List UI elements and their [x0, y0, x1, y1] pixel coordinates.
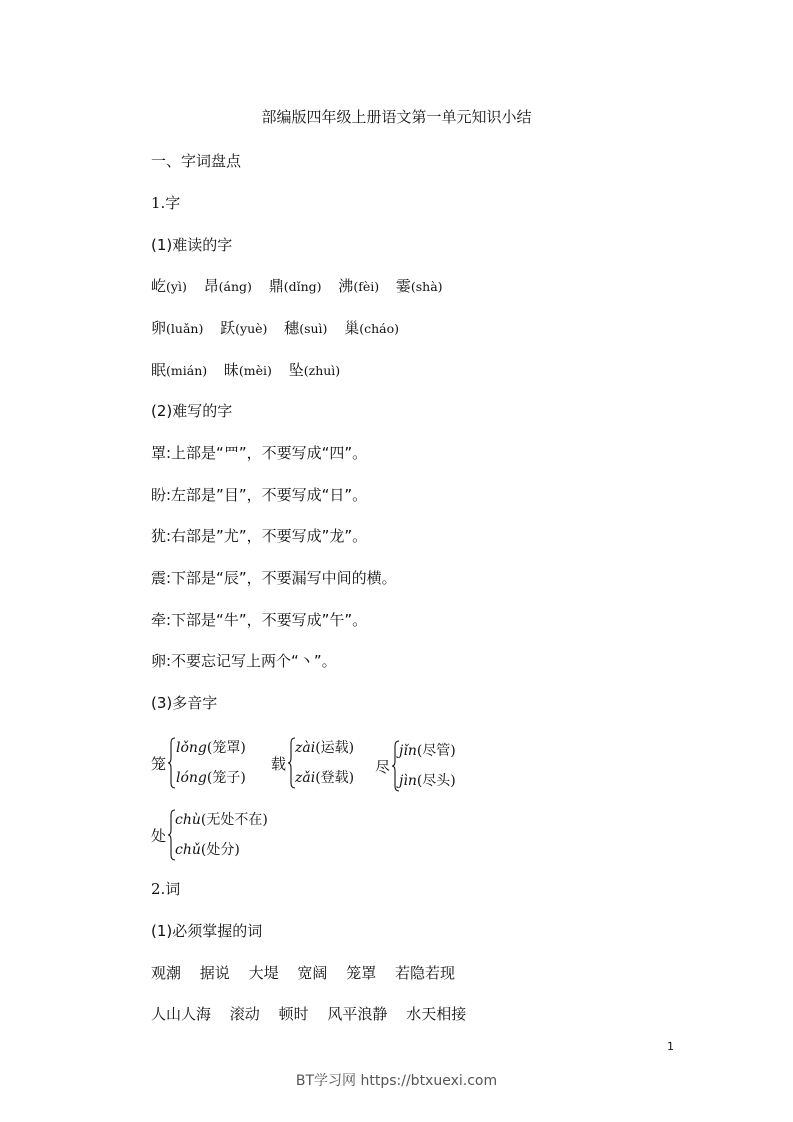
polyphone-reading-2: chǔ(处分): [175, 842, 240, 858]
polyphone-reading-1: zài(运载): [295, 740, 355, 756]
polyphone-reading-1: chù(无处不在): [175, 812, 268, 828]
polyphone-reading-1: jǐn(尽管): [399, 743, 456, 759]
hard-write-line: 震:下部是“辰”，不要漏写中间的横。: [151, 569, 397, 587]
word-item: 滚动: [229, 1005, 260, 1023]
hard-read-row-3: 眠(mián) 昧(mèi) 坠(zhuì): [151, 361, 341, 379]
words-row-1: [151, 962, 455, 983]
word-item: 风平浪静: [327, 1005, 388, 1023]
word-item: 宽阔: [297, 964, 328, 982]
word-item: 观潮: [151, 964, 182, 982]
footer-watermark: BT学习网 https://btxuexi.com: [295, 1073, 498, 1089]
polyphone-group: [151, 809, 291, 865]
word-item: 水天相接: [406, 1005, 467, 1023]
polyphone-char: 尽: [375, 758, 391, 776]
polyphone-group: [271, 737, 381, 793]
brace-icon: [168, 737, 176, 789]
polyphone-reading-2: zǎi(登载): [295, 770, 355, 786]
polyphone-group: [151, 737, 271, 793]
words-row-2: [151, 1003, 466, 1024]
hard-read-row-2: 卵(luǎn) 跃(yuè) 穗(suì) 巢(cháo): [151, 319, 399, 337]
hard-write-line: 盼:左部是”目”，不要写成“日”。: [151, 486, 368, 504]
polyphone-reading-2: jìn(尽头): [399, 773, 456, 789]
subsection-words: 2.词: [151, 880, 181, 898]
hard-write-line: 卵:不要忘记写上两个“丶”。: [151, 652, 337, 670]
word-item: 笼罩: [346, 964, 377, 982]
polyphone-reading-2: lóng(笼子): [176, 770, 246, 786]
hard-read-heading: (1)难读的字: [151, 236, 233, 254]
polyphone-char: 处: [151, 827, 167, 845]
word-item: 大堤: [248, 964, 279, 982]
word-item: 人山人海: [151, 1005, 212, 1023]
page-number: 1: [667, 1040, 674, 1053]
hard-write-heading: (2)难写的字: [151, 402, 233, 420]
word-item: 顿时: [278, 1005, 309, 1023]
hard-write-line: 犹:右部是”尤”，不要写成”龙”。: [151, 527, 368, 545]
hard-write-line: 牵:下部是“牛”，不要写成”午”。: [151, 611, 368, 629]
words-heading: (1)必须掌握的词: [151, 922, 263, 940]
polyphone-heading: (3)多音字: [151, 694, 218, 712]
polyphone-char: 载: [271, 755, 287, 773]
section-heading-1: 一、字词盘点: [151, 152, 242, 170]
hard-write-line: 罩:上部是“罒”，不要写成“四”。: [151, 444, 368, 462]
polyphone-reading-1: lǒng(笼罩): [176, 740, 246, 756]
polyphone-char: 笼: [151, 755, 167, 773]
polyphone-group: [375, 740, 485, 796]
page-title: 部编版四年级上册语文第一单元知识小结: [261, 108, 532, 126]
word-item: 若隐若现: [394, 964, 455, 982]
subsection-characters: 1.字: [151, 194, 181, 212]
word-item: 据说: [199, 964, 230, 982]
hard-read-row-1: 屹(yì) 昂(áng) 鼎(dǐng) 沸(fèi) 霎(shà): [151, 277, 443, 295]
